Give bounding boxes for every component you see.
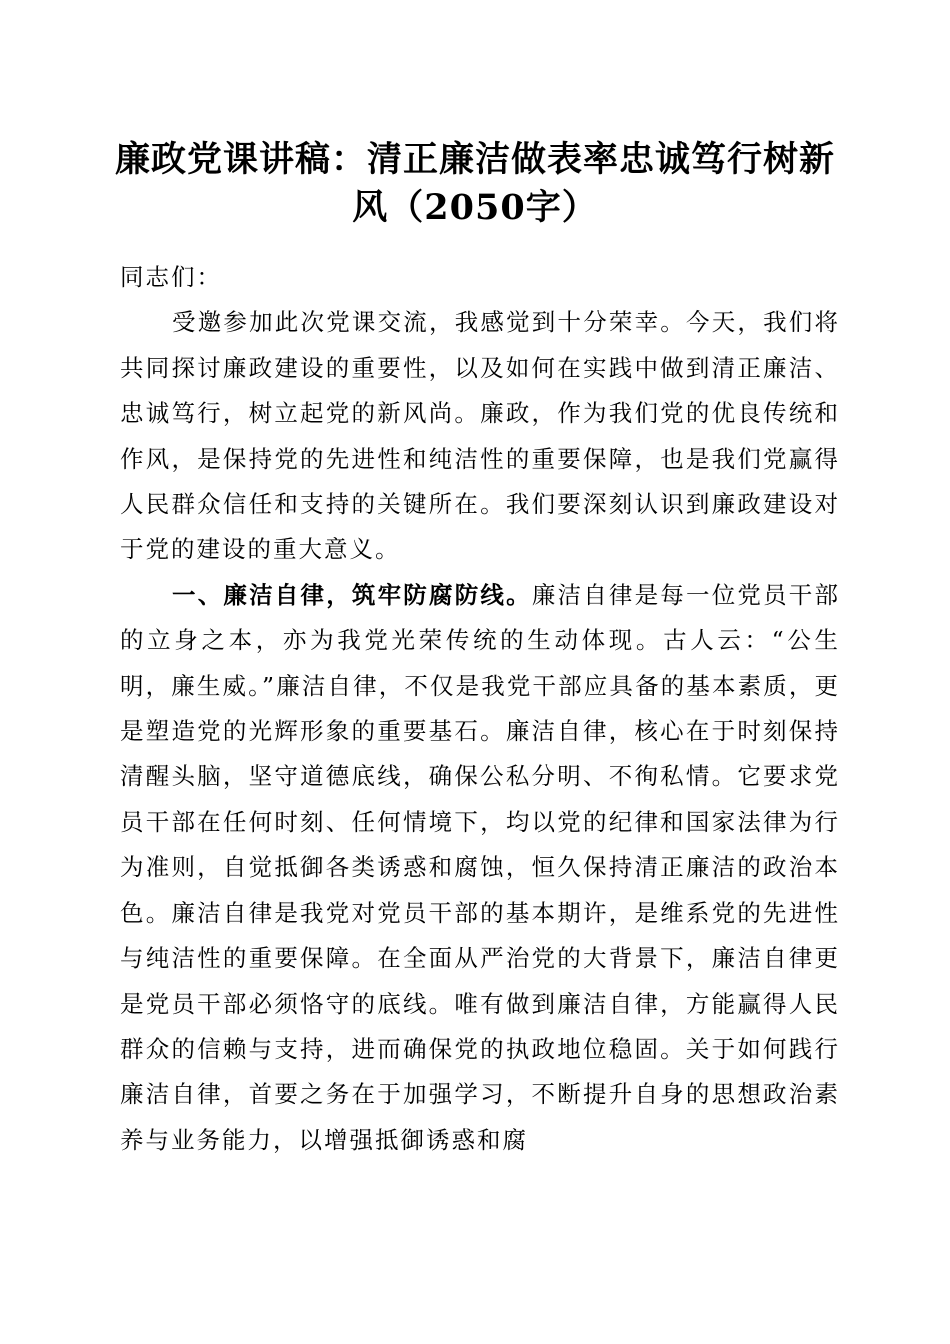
paragraph-intro: 受邀参加此次党课交流，我感觉到十分荣幸。今天，我们将共同探讨廉政建设的重要性，以及如何在实践中做到清正廉洁、忠诚笃行，树立起党的新风尚。廉政，作为我们党的优良传统和作风，是保持党的先进性和纯洁性的重要保障，也是我们党赢得人民群众信任和支持的关键所在。我们要深刻认识到廉政建设对于党的建设的重大意义。 xyxy=(120,308,840,564)
paragraph-section-1 xyxy=(120,573,840,1163)
document-body xyxy=(120,255,840,1163)
document-title: 廉政党课讲稿：清正廉洁做表率忠诚笃行树新风（2050字） xyxy=(114,139,835,228)
section-1-heading: 一、廉洁自律，筑牢防腐防线。 xyxy=(172,580,532,609)
salutation: 同志们： xyxy=(120,263,222,291)
section-1-text: 廉洁自律是每一位党员干部的立身之本，亦为我党光荣传统的生动体现。古人云：“公生明，廉生威。”廉洁自律，不仅是我党干部应具备的基本素质，更是塑造党的光辉形象的重要基石。廉洁自律，核心在于时刻保持清醒头脑，坚守道德底线，确保公私分明、不徇私情。它要求党员干部在任何时刻、任何情境下，均以党的纪律和国家法律为行为准则，自觉抵御各类诱惑和腐蚀，恒久保持清正廉洁的政治本色。廉洁自律是我党对党员干部的基本期许，是维系党的先进性与纯洁性的重要保障。在全面从严治党的大背景下，廉洁自律更是党员干部必须恪守的底线。唯有做到廉洁自律，方能赢得人民群众的信赖与支持，进而确保党的执政地位稳固。关于如何践行廉洁自律，首要之务在于加强学习，不断提升自身的思想政治素养与业务能力，以增强抵御诱惑和腐 xyxy=(120,580,841,1154)
